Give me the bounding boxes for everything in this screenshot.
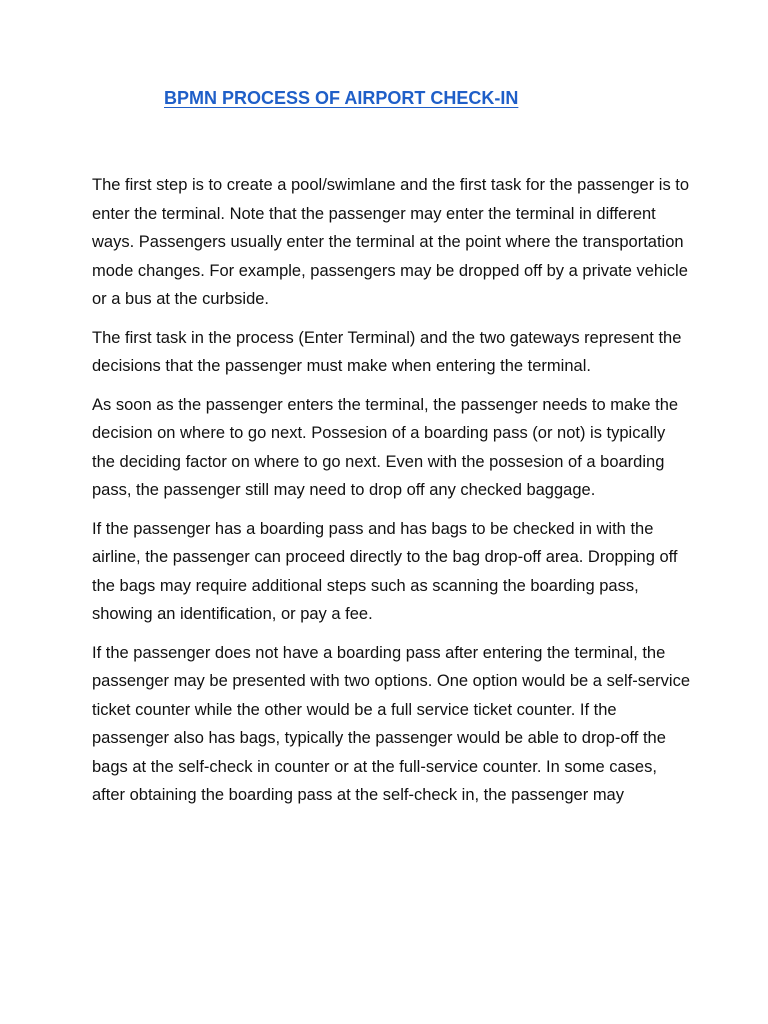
paragraph-1: The first step is to create a pool/swimlane and the first task for the passenger is to enter the terminal. Note that the passenger may enter the terminal in different ways. Passengers usually enter the terminal at the point where the transportation mode changes. For example, passengers may be dropped off by a private vehicle or a bus at the curbside.	[92, 176, 690, 308]
document-body	[92, 171, 692, 820]
paragraph-4: If the passenger has a boarding pass and has bags to be checked in with the airline, the passenger can proceed directly to the bag drop-off area. Dropping off the bags may require additional steps such as scanning the boarding pass, showing an identification, or pay a fee.	[92, 519, 678, 623]
paragraph-5: If the passenger does not have a boarding pass after entering the terminal, the passenger may be presented with two options. One option would be a self-service ticket counter while the other would be a full service ticket counter. If the passenger also has bags, typically the passenger would be able to drop-off the bags at the self-check in counter or at the full-service counter. In some cases, after obtaining the boarding pass at the self-check in, the passenger may	[92, 643, 691, 804]
document-title: BPMN PROCESS OF AIRPORT CHECK-IN	[164, 88, 519, 108]
paragraph-3: As soon as the passenger enters the terminal, the passenger needs to make the decision on where to go next. Possesion of a boarding pass (or not) is typically the deciding factor on where to go next. Even with the possesion of a boarding pass, the passenger still may need to drop off any checked baggage.	[92, 395, 679, 499]
paragraph-2: The first task in the process (Enter Terminal) and the two gateways represent the decisions that the passenger must make when entering the terminal.	[92, 328, 682, 375]
